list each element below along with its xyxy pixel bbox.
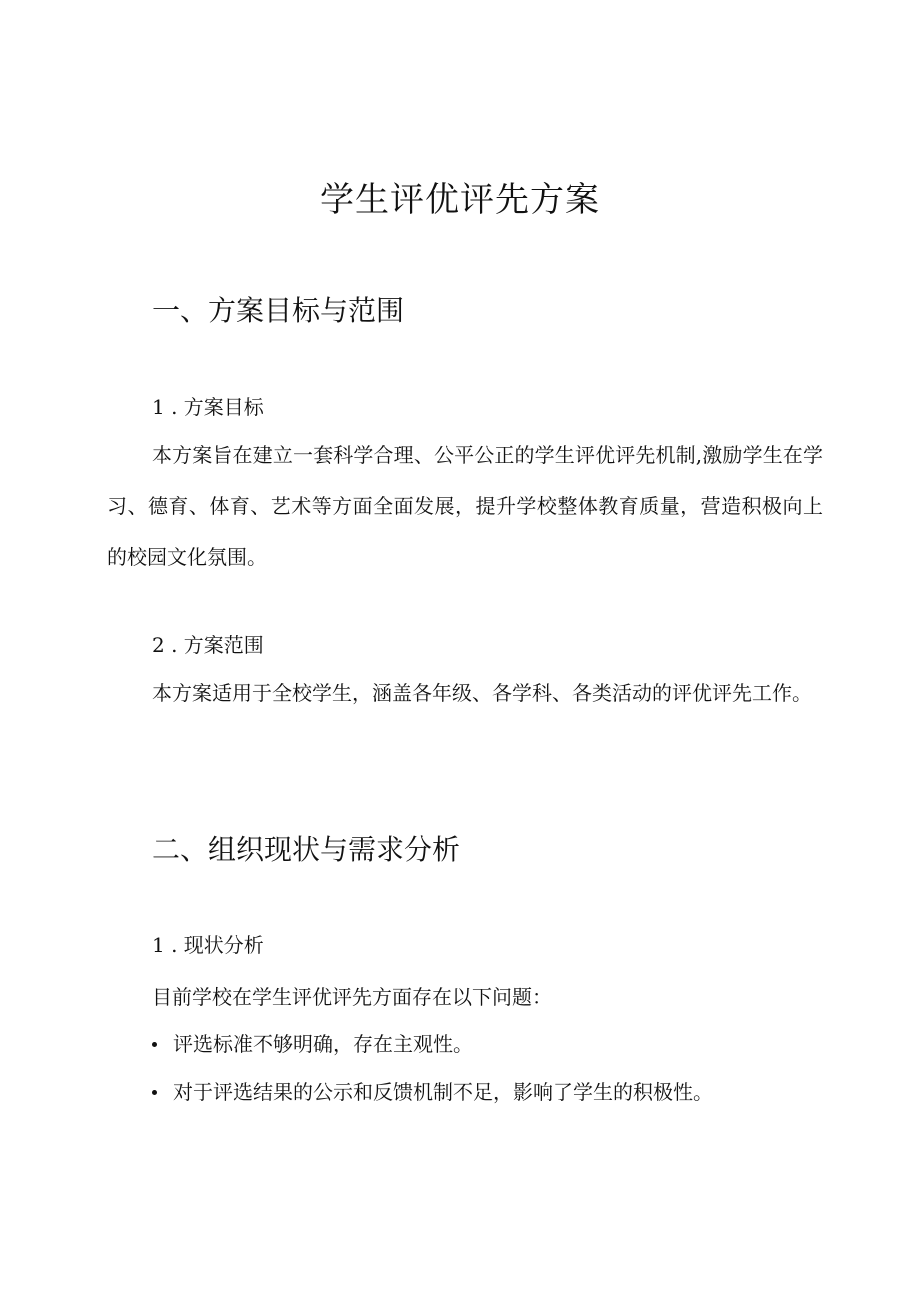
list-item: [152, 1077, 713, 1107]
document-title: 学生评优评先方案: [320, 180, 600, 220]
paragraph-2-1-intro: 目前学校在学生评优评先方面存在以下问题：: [152, 985, 552, 1009]
bullet-icon: [152, 1090, 157, 1095]
list-item: [152, 1029, 473, 1059]
subsection-heading-1-1: 1 . 方案目标: [152, 395, 264, 419]
subsection-heading-1-2: 2 . 方案范围: [152, 633, 264, 657]
list-item-text: 对于评选结果的公示和反馈机制不足，影响了学生的积极性。: [173, 1080, 713, 1104]
bullet-icon: [152, 1042, 157, 1047]
subsection-heading-2-1: 1 . 现状分析: [152, 933, 264, 957]
paragraph-1-1: 本方案旨在建立一套科学合理、公平公正的学生评优评先机制,激励学生在学习、德育、体育、艺术等方面全面发展，提升学校整体教育质量，营造积极向上的校园文化氛围。: [107, 443, 823, 569]
section-heading-2: 二、组织现状与需求分析: [152, 833, 461, 866]
list-item-text: 评选标准不够明确，存在主观性。: [173, 1032, 473, 1056]
paragraph-1-2: 本方案适用于全校学生，涵盖各年级、各学科、各类活动的评优评先工作。: [152, 681, 812, 705]
section-heading-1: 一、方案目标与范围: [152, 294, 405, 327]
